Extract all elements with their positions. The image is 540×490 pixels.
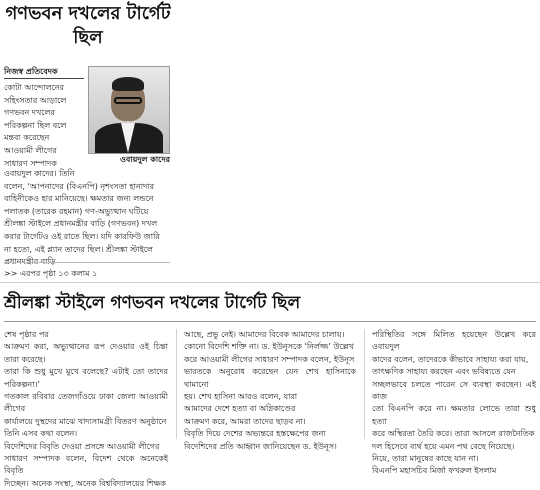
text-line: তাৎক্ষণিক সাহায্য করছেন এবং ভবিষ্যতে যেন [372,367,516,377]
text-line: আক্রমণ করে, আমরা তাদের ছাড়ব না। [184,416,306,426]
jump-divider [4,262,170,263]
text-line: কাদের বলেন, তাদেরকে কীভাবে সাহায্য করা যায়, [372,354,529,364]
headline-divider [4,321,536,322]
text-line: আমাদের দেশে হত্যা বা অগ্নিকাণ্ডের [184,404,296,414]
continuation-pointer: >> এরপর পৃষ্ঠা ১৩ কলাম ১ [4,269,98,278]
front-page-clipping [0,0,176,280]
text-line: শ্রীলঙ্কা স্টাইলে প্রধানমন্ত্রীর বাড়ি (গণভবন) দখল [4,219,158,229]
article-body-narrow [4,82,84,170]
column-3 [372,329,536,478]
text-line: আওয়ামী লীগের [4,145,57,155]
photo-caption: ওবায়দুল কাদের [119,155,170,164]
column-2 [184,329,356,453]
text-line: তিনি এসব কথা বলেন। [4,429,78,439]
text-line: বাহিনীকেও হার মানিয়েছে। ক্ষমতার জন্য লন্ডনে [4,194,154,204]
text-line: হয়। শেখ হাসিনা আরও বলেন, যারা [184,392,298,402]
text-line: পলাতক (তারেক রহমান) গণ-অভ্যুত্থান ঘটিয়ে [4,206,149,216]
text-line: সচ্ছলভাবে চলতে পারেন সে ব্যবস্থা করছেন। এই কাজ [372,379,536,402]
column-1 [4,329,168,490]
text-line: সাধারণ সম্পাদক [4,158,57,168]
text-line: বিএনপি মহাসচিব মির্জা ফখরুল ইসলাম [372,466,497,476]
text-line: ওবায়দুল কাদের। তিনি [4,169,75,178]
text-line: তো বিএনপি করে না। ক্ষমতার লোভে তারা শুধু হত্যা [372,404,536,426]
text-line: বলেন, ‘আপনাদের (বিএনপি) নৃশংসতা হানাদার [4,181,154,191]
text-line: তারা কি শুধু মুখে মুখে বলেছে? এটাই তো তাদের পরিকল্পনা।’ [4,367,168,389]
text-line: কোনো বিদেশি শক্তি না। ড. ইউনূসকে ‘নির্লজ্জ’ উল্লেখ [184,342,354,352]
text-line: বিবৃতি দিয়ে দেশের অভ্যন্তরে হস্তক্ষেপের জন্য [184,429,326,439]
column-divider [176,329,177,439]
text-line: গতকাল রবিবার তেজগাঁওয়ে ঢাকা জেলা আওয়ামী লীগের [4,392,168,414]
byline: নিজস্ব প্রতিবেদক [4,67,58,76]
text-line: কোটা আন্দোলনের [4,83,65,92]
portrait-photo [88,66,170,154]
continuation-headline: শ্রীলঙ্কা স্টাইলে গণভবন দখলের টার্গেট ছিল [4,293,301,313]
text-line: দিচ্ছেন। অনেক সংস্থা, অনেক বিশ্ববিদ্যালয়ের শিক্ষক [4,478,166,488]
text-line: মন্তব্য করেছেন [4,133,50,143]
text-line: পরিস্থিতির সঙ্গে মিলিত হয়েছেন উল্লেখ করে ওবায়দুল [372,330,536,352]
text-line: সহিংসতার আড়ালে [4,95,67,105]
text-line: ভারতকে অনুরোধ করেছেন যেন শেখ হাসিনাকে থামানো [184,367,356,389]
headline: গণভবন দখলের টার্গেট ছিল [5,3,171,48]
text-line: বিদেশিদের প্রতি আহ্বান জানিয়েছেন ড. ইউনূস। [184,441,337,451]
text-line: করে অস্থিরতা তৈরি করে। তারা আসলে রাজনৈতিক [372,429,535,439]
photo-hair [112,77,144,91]
text-line: বিদেশিদের বিবৃতি দেওয়া প্রসঙ্গে আওয়ামী লীগের [4,441,160,451]
text-line: না হতো, এই প্ল্যান তাদের ছিল। শ্রীলঙ্কা স্টাইলে [4,244,153,254]
article-body-wide [4,168,170,269]
text-line: শেষ পৃষ্ঠার পর [4,330,49,339]
text-line: দল হিসেবে ব্যর্থ হয়ে এমন পথ বেছে নিয়েছে। [372,441,515,451]
column-divider [364,329,365,439]
continuation-clipping [0,282,540,488]
text-line: সাধারণ সম্পাদক বলেন, বিদেশ থেকে অনেকেই বিবৃতি [4,454,168,476]
text-line: আছে, প্রভু নেই। আমাদের বিবেক আমাদের চালায়। [184,330,345,339]
text-line: করে আওয়ামী লীগের সাধারণ সম্পাদক বলেন, ইউনূস [184,354,355,364]
byline-divider [4,78,84,79]
text-line: পরিকল্পনা ছিল বলে [4,120,67,130]
text-line: গণভবন দখলের [4,108,55,118]
text-line: আক্রমণ করা, অভ্যুত্থানের রূপ দেওয়ার ওই চিন্তা তারা করেছে। [4,342,168,364]
text-line: কার্যালয়ে দুস্থদের মাঝে খাদ্যসামগ্রী বিতরণ অনুষ্ঠানে [4,416,167,426]
photo-glasses [114,97,142,104]
text-line: নিয়ে, তারা মানুষের কাছে যান না। [372,454,479,464]
text-line: করার টার্গেটও ওই রাতে ছিল। যদি কারফিউ জারি [4,231,160,241]
